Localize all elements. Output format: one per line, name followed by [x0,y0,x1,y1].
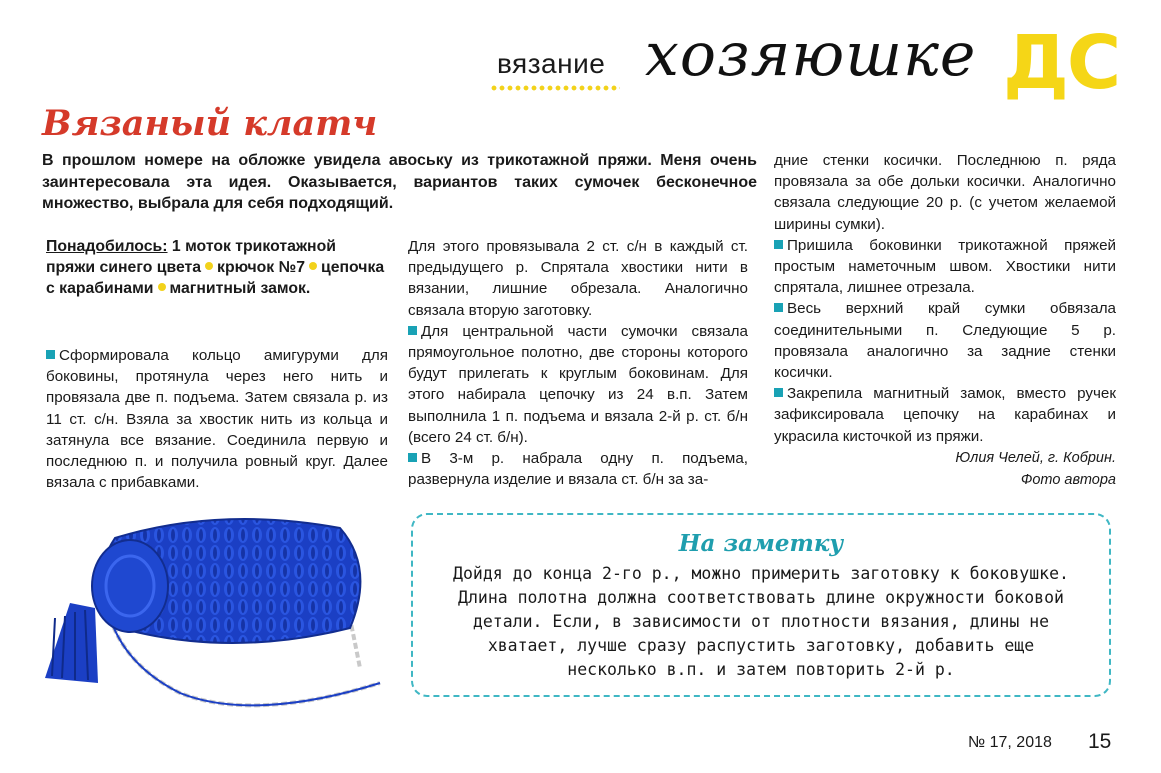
materials-item: крючок №7 [217,259,306,276]
photo-credit: Фото автора [1020,471,1116,488]
paragraph: Закрепила магнитный замок, вместо ручек зафиксировала цепочку на карабинах и украсила кисточкой из пряжи. [774,385,1116,445]
bullet-dot-icon [158,283,166,291]
materials-item: магнитный замок. [169,280,311,297]
bullet-square-icon [774,240,783,249]
paragraph: дние стенки косички. Последнюю п. ряда провязала за обе дольки косички. Аналогично связала следующие 20 р. (с учетом желаемой ширины сумки). [774,152,1116,233]
tip-text: Дойдя до конца 2-го р., можно примерить заготовку к боковушке. Длина полотна должна соответствовать длине окружности боковой детали. Если, в зависимости от плотности вязания, длины не хватает, лучше сразу распустить заготовку, добавить еще несколько в.п. и затем повторить 2-й р. [453,564,1069,679]
article-title: Вязаный клатч [42,103,378,144]
section-label: вязание [497,48,606,79]
materials-item: цепочка с карабинами [46,259,385,297]
bullet-square-icon [408,326,417,335]
bullet-square-icon [408,453,417,462]
bullet-square-icon [774,303,783,312]
bullet-square-icon [774,388,783,397]
article-lead: В прошлом номере на обложке увидела авоську из трикотажной пряжи. Меня очень заинтересовала эта идея. Оказывается, вариантов таких сумочек бесконечное множество, выбрала для себя подходящий. [42,152,757,212]
bullet-dot-icon [205,262,213,270]
paragraph: Для этого провязывала 2 ст. с/н в каждый ст. предыдущего р. Спрятала хвостики нити в вязании, лишние обрезала. Аналогично связала вторую заготовку. [408,238,748,319]
rubric-title: хозяюшке [645,20,977,90]
column-1 [46,345,388,493]
paragraph: Весь верхний край сумки обвязала соединительными п. Следующие 5 р. провязала аналогично за задние стенки косички. [774,300,1116,382]
materials-label: Понадобилось: [46,238,168,255]
issue-number: № 17, 2018 [968,734,1052,751]
materials-list [46,236,388,299]
column-3 [774,150,1116,491]
paragraph: В 3-м р. набрала одну п. подъема, развернула изделие и вязала ст. б/н за за- [408,450,748,489]
column-2 [408,236,748,490]
bullet-dot-icon [309,262,317,270]
paragraph: Сформировала кольцо амигуруми для боковины, протянула через него нить и провязала две п. подъема. Затем связала р. из 11 ст. с/н. Взяла за хвостик нить из кольца и затянула все вязание. Соединила первую и последнюю п. и получила ровный круг. Далее вязала с прибавками. [46,347,388,492]
clutch-photo [40,508,386,718]
magazine-logo: ДС [1003,20,1120,106]
author-signature: Юлия Челей, г. Кобрин. [955,449,1116,466]
paragraph: Для центральной части сумочки связала прямоугольное полотно, две стороны которого будут прилегать к круглым боковинам. Для этого набирала цепочку из 24 в.п. Затем выполнила 1 п. подъема и вязала 2-й р. ст. б/н (всего 24 ст. б/н). [408,322,748,446]
tip-title: На заметку [678,530,844,557]
materials-item: 1 моток трикотажной пряжи синего цвета [46,238,336,276]
page-number: 15 [1088,730,1112,753]
paragraph: Пришила боковинки трикотажной пряжей простым наметочным швом. Хвостики нити спрятала, лишнее отрезала. [774,236,1116,297]
bullet-square-icon [46,350,55,359]
section-underline-dots [490,84,620,92]
